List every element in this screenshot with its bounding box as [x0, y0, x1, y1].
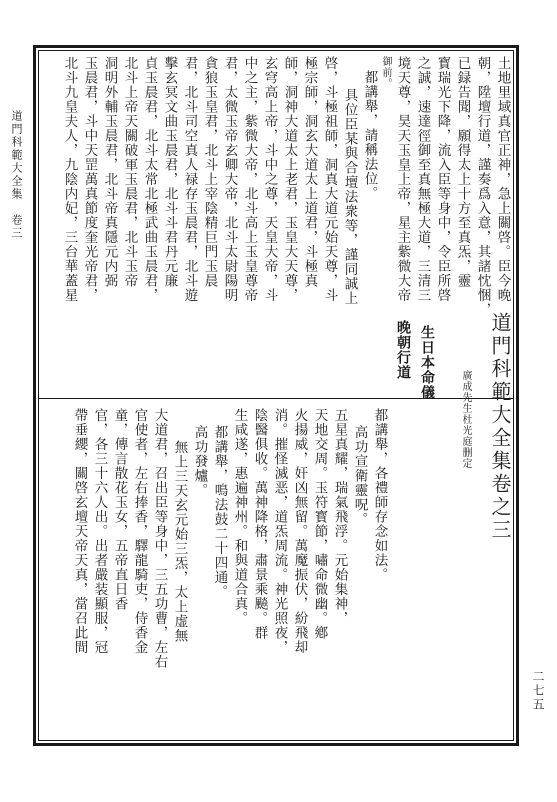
section-divider [38, 398, 514, 399]
page-number: 二七五 [531, 670, 545, 712]
text-column: 朝，陞壇行道，謹奏爲入意，其諸忱悃， [474, 56, 491, 317]
text-column: 貪狼玉皇君，北斗上宰陰精巨門玉晨 [201, 56, 218, 288]
text-column: 五星真耀，瑞氣飛浮。元始集神， [331, 408, 348, 626]
text-column: 高功發爐。 [191, 425, 208, 498]
text-column: 都講舉，鳴法鼓二十四通。 [211, 425, 228, 599]
text-column: 啓，斗極祖師，洞真大道元始天尊，斗 [321, 56, 338, 303]
text-column: 高功宣衛靈呪。 [351, 425, 368, 527]
subsection-heading: 晚朝行道 [395, 320, 411, 380]
author-line: 廣成先生杜光庭删定 [460, 370, 471, 469]
text-column: 生咸遂，惠遍神州。和與道合真。 [231, 408, 248, 626]
text-column: 北斗九皇夫人，九陰内妃，三台華蓋星 [61, 56, 78, 303]
text-column: 君，北斗司空真人禄存玉晨君，北斗遊 [181, 56, 198, 303]
volume-title: 道門科範大全集卷之三 [488, 312, 512, 542]
text-column: 中之主，紫微大帝，北斗高上玉皇尊帝 [241, 56, 258, 303]
text-column: 已録告聞，願得太上十方至真炁，靈 [454, 56, 471, 288]
text-column: 境天尊，昊天玉皇上帝，星主紫微大帝 [394, 56, 411, 303]
text-column: 童，傳言散花玉女，五帝直日香 [111, 408, 128, 611]
text-column: 大道君，召出臣等身中，三五功曹，左右 [151, 408, 168, 669]
text-column: 無上三天玄元始三炁，太上虚無 [171, 440, 188, 643]
text-column: 天地交周。玉符寳節，嘯命微幽。鄕 [311, 408, 328, 640]
text-column: 官使者，左右捧香，驛龍騎吏，侍香金 [131, 408, 148, 655]
text-column: 師，洞神大道太上老君，玉皇大天尊， [281, 56, 298, 303]
text-column: 玉晨君，斗中天罡萬真節度奎光帝君， [81, 56, 98, 303]
text-column: 土地里域真官正神，急上關啓。臣今晚 [494, 56, 511, 303]
text-column: 帶垂纓，關啓玄壇天帝天真，當召此間 [71, 408, 88, 655]
text-column: 君，太微玉帝玄卿大帝，北斗太尉陽明 [221, 56, 238, 303]
section-heading: 生日本命儀 [419, 325, 435, 400]
text-column: 消。摧怪滅恶，道炁周流。神光照夜， [271, 408, 288, 655]
text-column: 貞玉晨君，北斗太常北極武曲玉晨君， [141, 56, 158, 303]
text-column: 都講舉，各禮師存念如法。 [371, 408, 388, 582]
text-column: 都講舉，請稱法位。 [361, 70, 378, 201]
text-column: 火揚威，奸凶無留。萬魔振伏，紛飛却 [291, 408, 308, 655]
side-running-title: 道門科範大全集 卷三 [10, 110, 23, 240]
text-column: 洞明外輔玉晨君，北斗帝真隱元内弼 [101, 56, 118, 288]
text-column: 之誠，速達徑御至真無極大道，三清三 [414, 56, 431, 303]
text-column: 官，各三十六人出。出者嚴装顯服，冠 [91, 408, 108, 655]
text-column: 具位臣某與合壇法衆等，謹同誠上 [341, 88, 358, 306]
text-column-note: 御前。 [380, 56, 391, 89]
text-column: 寳瑞光下降，流入臣等身中，令臣所啓 [434, 56, 451, 303]
text-column: 極宗師，洞玄大道太上道君，斗極真 [301, 56, 318, 288]
text-column: 陰醫俱收。萬神降格，肅景乘飈。群 [251, 408, 268, 640]
text-column: 北斗上帝天關破軍玉晨君，北斗玉帝 [121, 56, 138, 288]
text-column: 玄穹高上帝，斗中之尊，天皇大帝，斗 [261, 56, 278, 303]
text-column: 擊玄冥文曲玉晨君，北斗斗君丹元廉 [161, 56, 178, 288]
